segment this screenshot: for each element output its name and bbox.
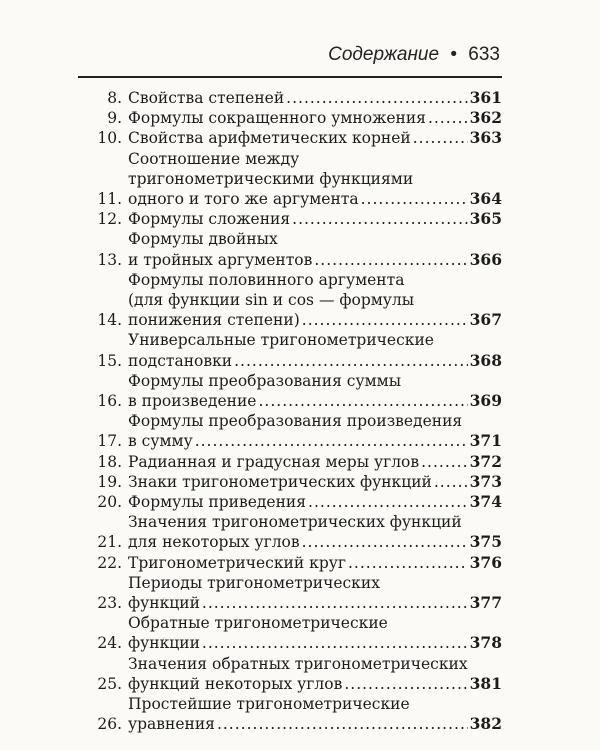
- toc-entry[interactable]: [78, 209, 502, 229]
- entry-number: 26.: [97, 715, 122, 734]
- entry-page-number: 367: [469, 310, 502, 330]
- entry-page-number: 371: [469, 431, 502, 451]
- table-of-contents: [78, 88, 502, 735]
- dot-leader: [217, 714, 468, 734]
- entry-page-number: 363: [469, 128, 502, 148]
- entry-title-line: Периоды тригонометрических: [128, 573, 380, 592]
- dot-leader: [421, 452, 468, 472]
- entry-title-line: и тройных аргументов: [128, 250, 313, 269]
- entry-number: 23.: [97, 594, 122, 613]
- entry-number: 8.: [107, 89, 122, 107]
- entry-title-line: Свойства арифметических корней: [128, 129, 411, 148]
- entry-number: 24.: [97, 634, 122, 653]
- entry-title-line: Формулы преобразования суммы: [128, 371, 402, 390]
- entry-title-line: понижения степени): [128, 311, 300, 330]
- entry-page-number: 378: [469, 633, 502, 653]
- entry-title-line: Соотношение между: [128, 149, 300, 168]
- toc-entry[interactable]: [78, 371, 502, 411]
- entry-page-number: 375: [469, 532, 502, 552]
- dot-leader: [344, 674, 467, 694]
- entry-number: 17.: [97, 432, 122, 451]
- toc-entry[interactable]: [78, 270, 502, 331]
- entry-page-number: 361: [469, 88, 502, 107]
- entry-title-line: Радианная и градусная меры углов: [128, 452, 420, 471]
- dot-leader: [413, 128, 468, 148]
- entry-title-line: Тригонометрический круг: [128, 553, 346, 572]
- entry-title-line: Обратные тригонометрические: [128, 614, 388, 633]
- entry-page-number: 369: [469, 391, 502, 411]
- entry-title-line: подстановки: [128, 351, 233, 370]
- entry-number: 19.: [97, 472, 122, 491]
- entry-title-line: Формулы преобразования произведения: [128, 412, 463, 431]
- header-bullet: •: [450, 44, 458, 65]
- dot-leader: [258, 391, 467, 411]
- entry-page-number: 377: [469, 593, 502, 613]
- dot-leader: [202, 633, 468, 653]
- entry-page-number: 365: [469, 209, 502, 229]
- entry-page-number: 362: [469, 108, 502, 128]
- entry-number: 15.: [97, 351, 122, 370]
- dot-leader: [308, 492, 468, 512]
- entry-title-line: Формулы сокращенного умножения: [128, 109, 426, 128]
- entry-title-line: тригонометрическими функциями: [128, 169, 414, 188]
- entry-title-line: Значения обратных тригонометрических: [128, 654, 468, 673]
- dot-leader: [348, 553, 468, 573]
- entry-number: 14.: [97, 311, 122, 330]
- toc-entry[interactable]: [78, 553, 502, 573]
- toc-entry[interactable]: [78, 654, 502, 694]
- entry-title-line: Простейшие тригонометрические: [128, 695, 410, 714]
- entry-page-number: 381: [469, 673, 502, 693]
- entry-title-line: Формулы сложения: [128, 210, 291, 229]
- entry-number: 13.: [97, 250, 122, 269]
- toc-entry[interactable]: [78, 573, 502, 613]
- entry-number: 9.: [107, 109, 122, 128]
- dot-leader: [314, 250, 467, 270]
- entry-page-number: 366: [469, 249, 502, 269]
- entry-title-line: Формулы двойных: [128, 230, 278, 249]
- dot-leader: [234, 351, 468, 371]
- toc-entry[interactable]: [78, 492, 502, 512]
- entry-title-line: Универсальные тригонометрические: [128, 331, 434, 350]
- toc-entry[interactable]: [78, 472, 502, 492]
- entry-title-line: функций: [128, 594, 200, 613]
- dot-leader: [428, 108, 468, 128]
- entry-title-line: Формулы половинного аргумента: [128, 270, 405, 289]
- page-number: 633: [468, 44, 500, 65]
- entry-number: 20.: [97, 493, 122, 512]
- entry-title-line: Знаки тригонометрических функций: [128, 472, 432, 491]
- entry-page-number: 376: [469, 552, 502, 572]
- toc-entry[interactable]: [78, 128, 502, 148]
- dot-leader: [302, 532, 468, 552]
- entry-number: 16.: [97, 392, 122, 411]
- entry-number: 12.: [97, 210, 122, 229]
- entry-number: 21.: [97, 533, 122, 552]
- toc-entry[interactable]: [78, 88, 502, 108]
- dot-leader: [202, 593, 468, 613]
- toc-entry[interactable]: [78, 613, 502, 653]
- header-rule: [78, 76, 502, 78]
- toc-entry[interactable]: [78, 108, 502, 128]
- entry-page-number: 368: [469, 350, 502, 370]
- toc-entry[interactable]: [78, 512, 502, 552]
- entry-page-number: 373: [469, 471, 502, 491]
- section-title: Содержание: [328, 44, 440, 65]
- dot-leader: [292, 209, 468, 229]
- entry-title-line: для некоторых углов: [128, 533, 300, 552]
- entry-page-number: 374: [469, 492, 502, 512]
- entry-title-line: Формулы приведения: [128, 493, 307, 512]
- entry-title-line: в произведение: [128, 392, 257, 411]
- toc-entry[interactable]: [78, 149, 502, 210]
- dot-leader: [434, 472, 468, 492]
- entry-title-line: функций некоторых углов: [128, 674, 343, 693]
- dot-leader: [286, 88, 467, 108]
- toc-entry[interactable]: [78, 411, 502, 451]
- toc-entry[interactable]: [78, 452, 502, 472]
- entry-number: 25.: [97, 674, 122, 693]
- entry-title-line: (для функции sin и cos — формулы: [128, 291, 415, 310]
- running-header: [96, 44, 500, 66]
- toc-entry[interactable]: [78, 229, 502, 269]
- entry-page-number: 382: [469, 714, 502, 734]
- dot-leader: [302, 310, 468, 330]
- toc-entry[interactable]: [78, 694, 502, 734]
- entry-number: 22.: [97, 553, 122, 572]
- entry-page-number: 372: [469, 451, 502, 471]
- entry-title-line: в сумму: [128, 432, 193, 451]
- entry-number: 10.: [97, 129, 122, 148]
- entry-title-line: Свойства степеней: [128, 89, 285, 107]
- entry-title-line: уравнения: [128, 715, 215, 734]
- dot-leader: [361, 189, 468, 209]
- entry-page-number: 364: [469, 189, 502, 209]
- entry-number: 18.: [97, 452, 122, 471]
- entry-title-line: одного и того же аргумента: [128, 190, 359, 209]
- toc-entry[interactable]: [78, 330, 502, 370]
- entry-number: 11.: [97, 190, 122, 209]
- dot-leader: [195, 431, 468, 451]
- entry-title-line: Значения тригонометрических функций: [128, 513, 462, 532]
- entry-title-line: функции: [128, 634, 200, 653]
